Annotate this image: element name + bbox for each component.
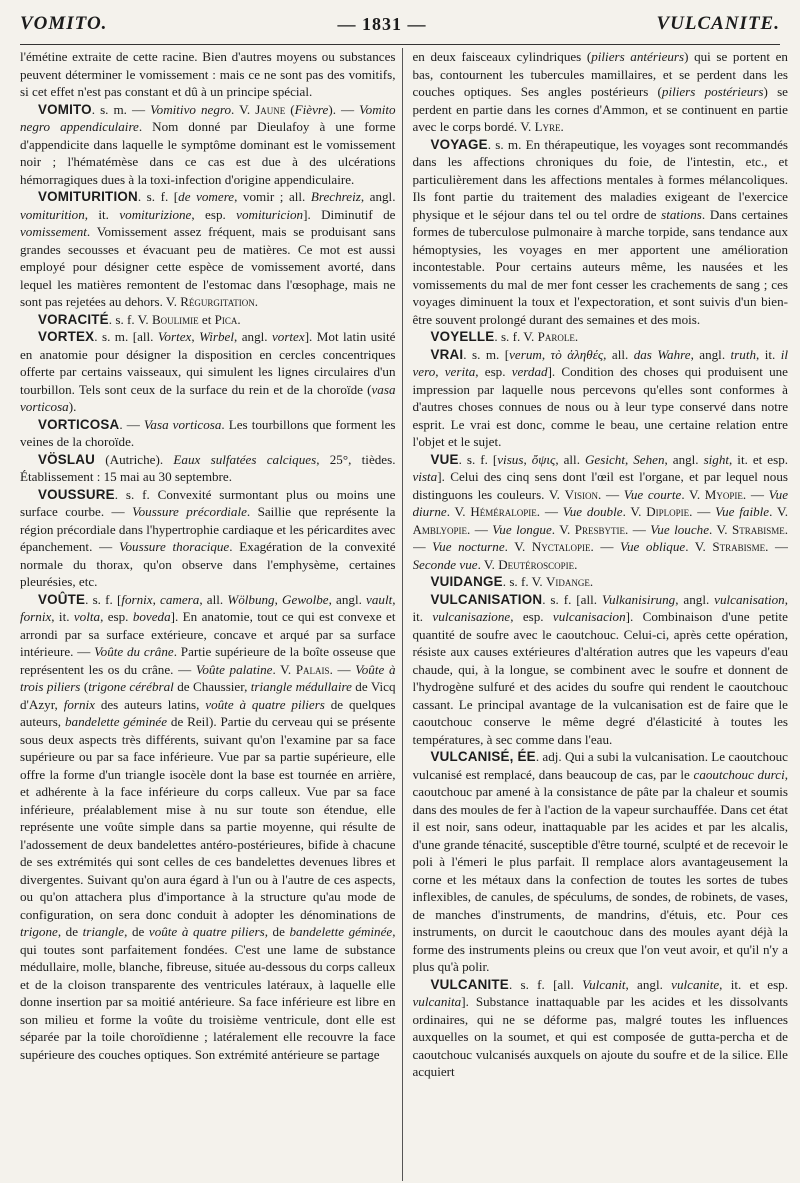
- dictionary-entry: [20, 328, 396, 416]
- italic-term: vista: [412, 469, 438, 484]
- text-run: . s. f. [all.: [508, 976, 583, 992]
- italic-term: Voûte du crâne: [94, 644, 174, 659]
- cross-reference: Myopie: [704, 486, 743, 502]
- text-run: , it. et esp.: [719, 976, 788, 992]
- text-run: . V.: [709, 521, 732, 537]
- italic-term: il vero: [412, 346, 788, 379]
- italic-term: Brechreiz: [310, 189, 361, 204]
- italic-term: Sehen: [633, 451, 665, 467]
- italic-term: Vue courte: [623, 486, 682, 502]
- text-run: .: [560, 119, 564, 134]
- continued-text: [20, 48, 396, 101]
- text-run: . s. f. [: [458, 451, 498, 467]
- cross-reference: Parole: [537, 329, 575, 344]
- text-run: . V.: [272, 661, 296, 677]
- italic-term: Voussure thoracique: [118, 539, 230, 554]
- text-run: de Reil). Partie du cerveau qui se présente sous deux aspects très différents, suivant qu'on l'examine par sa face supérieure ou par sa face inférieure. Vue par sa partie supérieure, elle offre la forme d'un triangle isocèle dont la base est tournée en arrière, et adhérente à la face inférieure du corps calleux. Vue par sa face inférieure, préalablement mise à nu sur toute son étendue, elle représente une voûte simple dans sa partie moyenne, qui résulte de l'adossement de deux bandelettes antéro-postérieures, bifide à chacune de ses extrémités qui sont celles de ces bandelettes devenues libres et divergentes. Suivant qu'on aura égard à l'un ou à l'autre de ces aspects, ou qu'on attachera plus d'importance à la structure qu'au mode de configuration, on sera donc conduit à adopter les dénominations de: [20, 714, 396, 922]
- cross-reference: Pica: [214, 311, 238, 327]
- text-run: . Les tourbillons que forment les veines de la choroïde.: [20, 416, 396, 449]
- italic-term: piliers antérieurs: [591, 49, 685, 64]
- text-run: ,: [152, 591, 161, 607]
- italic-term: fornix: [20, 609, 52, 624]
- text-run: , caoutchouc par amené à la consistance de pâte par la chaleur et soumis dans des moules de fer à l'action de la vapeur surchauffée. Dans cet état il est noir, sans odeur, inattaquable par les acides et par les alcalis, d'une grande ténacité, susceptible d'être tourné, sculpté et de recevoir le poli à l'émeri le plus parfait. Il remplace alors avantageusement la corne et les métaux dans la confection de toutes les sortes de tubes inflexibles, de canules, de spéculums, de sondes, de robinets, de vases, de manches d'instruments, de mandrins, d'étuis, etc. Pour ces instruments, on durcit le caoutchouc dans des moules ayant déjà la forme des instruments pleins ou creux que l'on veut avoir, et qu'il n'y a plus qu'à polir.: [412, 766, 788, 974]
- text-run: . V.: [504, 539, 532, 554]
- text-run: ) qui se portent en bas, contournent les tubercules mamillaires, et se perdent dans les couches optiques. Ses angles postérieurs (: [412, 49, 788, 99]
- dictionary-entry: [20, 416, 396, 451]
- italic-term: Seconde vue: [412, 556, 478, 572]
- running-header: [20, 4, 780, 45]
- dictionary-entry: [413, 573, 789, 591]
- text-run: . s. f. V.: [494, 329, 538, 344]
- text-run: ,: [392, 591, 396, 607]
- italic-term: vulcanisacion: [552, 609, 626, 624]
- cross-reference: Vidange: [545, 574, 590, 589]
- text-run: ]. Combinaison d'une petite quantité de soufre avec le caoutchouc. Celui-ci, après cette opération, résiste aux causes extérieures d'altération autres que les vapeurs d'eau chaude, qui, à la longue, se combinent avec le soufre et donnent de l'hydrogène sulfuré et des acides du soufre qui rendent le caoutchouc cassant. Le principal avantage de la vulcanisation est de faire que le caoutchouc conserve le même degré d'élasticité à toutes les températures, à sec comme dans l'eau.: [412, 609, 788, 747]
- text-run: . —: [590, 539, 620, 554]
- text-run: . Partie supérieure de la boîte osseuse que représentent les os du crâne. —: [20, 644, 396, 677]
- text-run: . adj. Qui a subi la vulcanisation. Le caoutchouc vulcanisé est remplacé, dans beaucoup de cas, par le: [412, 749, 788, 782]
- entry-headword: VULCANITE: [430, 976, 509, 992]
- italic-term: Gesicht: [584, 451, 625, 467]
- text-run: . —: [536, 504, 563, 519]
- italic-term: verita: [444, 364, 476, 379]
- italic-term: voûte à quatre piliers: [205, 696, 325, 712]
- italic-term: Vue double: [562, 504, 623, 519]
- text-run: .: [237, 311, 241, 327]
- text-run: . Saillie que représente la région précordiale dans l'hypertrophie cardiaque et les péricardites avec épanchement. —: [20, 504, 396, 554]
- italic-term: Voûte à trois piliers: [20, 661, 396, 694]
- text-run: , esp.: [510, 609, 553, 624]
- text-run: . —: [742, 486, 769, 502]
- entry-headword: VOMITO: [38, 101, 92, 117]
- text-run: . V.: [551, 521, 575, 537]
- cross-reference: Héméralopie: [470, 504, 537, 519]
- italic-term: Vue louche: [650, 521, 710, 537]
- text-run: ). —: [328, 101, 360, 117]
- cross-reference: Presbytie: [574, 521, 625, 537]
- dictionary-entry: [20, 101, 396, 189]
- text-run: . Dans certaines formes de tuberculose pulmonaire à marche torpide, sans tendance aux hémoptysies, les voyages en mer apportent une amélioration incontestable. Pour certains auteurs même, les nausées et les vomissements du mal de mer font cesser les crachements de sang ; ces voyages diminuent la toux et l'expectoration, et sont suivis d'un bien-être souvent prolongé durant des semaines et des mois.: [412, 206, 788, 327]
- text-run: . s. f. [all.: [542, 591, 602, 607]
- italic-term: Vue faible: [715, 504, 770, 519]
- text-run: . s. m. —: [91, 101, 151, 117]
- italic-term: volta: [73, 609, 101, 624]
- text-run: , esp.: [191, 206, 237, 222]
- cross-reference: Palais: [295, 661, 330, 677]
- text-run: ]. En anatomie, tout ce qui est convexe et arrondi par sa surface extérieure, concave et arqué par sa surface intérieure. —: [20, 609, 396, 659]
- text-run: ]. Condition des choses qui produisent une impression par laquelle nous percevons qu'elles sont conformes à d'autres choses connues de nous ou à leur type conservé dans notre esprit. Le vrai est donc, comme le beau, une certaine relation entre l'objet et le sujet.: [412, 364, 788, 449]
- italic-term: voûte à quatre piliers: [148, 924, 265, 939]
- text-run: . V.: [769, 504, 788, 519]
- text-run: en deux faisceaux cylindriques (: [412, 49, 592, 64]
- text-run: . s. m. [: [463, 346, 510, 362]
- text-run: , all.: [603, 346, 634, 362]
- cross-reference: Vision: [564, 486, 599, 502]
- text-run: , it.: [51, 609, 74, 624]
- entry-headword: VORTEX: [38, 329, 95, 344]
- italic-term: vomiturizione: [119, 206, 192, 222]
- italic-term: bandelette géminée: [289, 924, 393, 939]
- text-run: , angl.: [233, 329, 272, 344]
- italic-term: Vulkanisirung: [601, 591, 676, 607]
- italic-term: fornix: [121, 591, 153, 607]
- cross-reference: Deutéroscopie: [498, 556, 575, 572]
- text-run: ).: [68, 399, 77, 414]
- cross-reference: Diplopie: [646, 504, 690, 519]
- cross-reference: Jaune: [255, 101, 286, 117]
- left-column: [20, 48, 403, 1181]
- italic-term: caoutchouc durci: [693, 766, 785, 782]
- text-run: . V.: [622, 504, 647, 519]
- text-run: . s. f. V.: [502, 574, 546, 589]
- dictionary-entry: [20, 188, 396, 311]
- dictionary-entry: [20, 486, 396, 591]
- italic-term: Wölbung: [227, 591, 275, 607]
- dictionary-entry: [413, 136, 789, 329]
- text-run: ]. Mot latin usité en anatomie pour désigner la disposition en cercles concentriques offerte par certains vaisseaux, qui simulent les lignes circulaires d'un tourbillon. Tels sont ceux de la surface du rein et de la choroïde (: [20, 329, 396, 397]
- header-left-word: VOMITO.: [20, 13, 108, 34]
- cross-reference: Amblyopie: [412, 521, 467, 537]
- italic-term: Voussure précordiale: [132, 504, 247, 519]
- italic-term: ὄψις: [531, 451, 556, 467]
- dictionary-entry: [413, 451, 789, 574]
- text-run: , de: [264, 924, 290, 939]
- text-run: . —: [467, 521, 493, 537]
- text-run: , angl.: [664, 451, 704, 467]
- entry-headword: VOYELLE: [430, 329, 495, 344]
- italic-term: Vue longue: [492, 521, 552, 537]
- cross-reference: Strabisme: [712, 539, 766, 554]
- text-run: . s. f. [: [137, 189, 179, 204]
- italic-term: sight: [703, 451, 730, 467]
- right-column: [413, 48, 789, 1181]
- dictionary-entry: [413, 346, 789, 451]
- italic-term: truth: [730, 346, 757, 362]
- cross-reference: Nyctalopie: [531, 539, 591, 554]
- text-run: , it.: [756, 346, 781, 362]
- text-run: . Nom donné par Dieulafoy à une forme d'appendicite dans laquelle le symptôme dominant est le vomissement noir ; l'hématémèse dans ce cas est due à des ulcérations hémorragiques dues à la toxi-infection d'origine appendiculaire.: [20, 119, 396, 187]
- italic-term: piliers postérieurs: [661, 84, 764, 99]
- italic-term: das Wahre: [633, 346, 691, 362]
- italic-term: boveda: [132, 609, 171, 624]
- text-run: . —: [329, 661, 356, 677]
- dictionary-entry: [20, 591, 396, 1064]
- italic-term: Vulcanit: [582, 976, 626, 992]
- entry-headword: VORTICOSA: [38, 416, 120, 432]
- italic-term: verum: [509, 346, 542, 362]
- text-run: . V.: [231, 101, 256, 117]
- text-run: , de: [57, 924, 83, 939]
- italic-term: Vue nocturne: [432, 539, 505, 554]
- text-run: . V.: [681, 486, 705, 502]
- text-run: . s. m. [all.: [94, 329, 158, 344]
- italic-term: vulcanisation: [714, 591, 785, 607]
- text-run: . V.: [685, 539, 713, 554]
- entry-headword: VOYAGE: [430, 136, 488, 152]
- text-run: , all.: [199, 591, 228, 607]
- text-run: . —: [412, 521, 788, 554]
- entry-headword: VOMITURITION: [38, 189, 138, 204]
- italic-term: visus: [497, 451, 524, 467]
- text-run: de Vicq d'Azyr,: [20, 679, 396, 712]
- entry-headword: VULCANISATION: [430, 591, 543, 607]
- italic-term: vulcanite: [671, 976, 720, 992]
- header-right-word: VULCANITE.: [656, 13, 780, 34]
- italic-term: trigone cérébral: [88, 679, 174, 694]
- italic-term: Vortex: [157, 329, 192, 344]
- text-run: ]. Substance inattaquable par les acides et les dissolvants ordinaires, qui ne se déforme pas, malgré toutes les influences auxquelles on la soumet, et qui est composée de gutta-percha et de caoutchouc vulcanisés auxquels on ajoute du soufre et de la silice. Elle acquiert: [412, 994, 788, 1079]
- entry-headword: VRAI: [430, 346, 464, 362]
- text-run: l'émétine extraite de cette racine. Bien d'autres moyens ou substances peuvent déterminer le vomissement : mais ce ne sont pas des vomitifs, si cet effet n'est pas constant et dû à un principe spécial.: [20, 49, 396, 99]
- text-run: ) se perdent en partie dans les cornes d'Ammon, et se continuent en partie avec le corps bordé. V.: [412, 84, 788, 134]
- text-run: .: [574, 329, 579, 344]
- text-run: ,: [274, 591, 283, 607]
- italic-term: Vomitivo negro: [150, 101, 232, 117]
- italic-term: stations: [661, 206, 702, 222]
- italic-term: vault: [366, 591, 393, 607]
- italic-term: Vue diurne: [412, 486, 788, 519]
- text-run: , 25°, tièdes. Établissement : 15 mai au 30 septembre.: [20, 451, 396, 484]
- text-run: . —: [765, 539, 788, 554]
- italic-term: Vue oblique: [619, 539, 686, 554]
- text-run: . —: [119, 416, 144, 432]
- text-run: ,: [624, 451, 634, 467]
- text-run: ]. Celui des cinq sens dont l'œil est l'organe, et par lequel nous distinguons les couleurs. V.: [412, 469, 788, 502]
- entry-headword: VUIDANGE: [430, 574, 503, 589]
- text-run: . —: [598, 486, 624, 502]
- dictionary-entry: [20, 451, 396, 486]
- text-run: , angl.: [625, 976, 672, 992]
- entry-headword: VOÛTE: [38, 591, 86, 607]
- dictionary-entry: [413, 976, 789, 1081]
- text-run: ,: [191, 329, 200, 344]
- text-run: et: [198, 311, 215, 327]
- entry-headword: VUE: [430, 451, 459, 467]
- text-run: . s. f. [: [85, 591, 122, 607]
- cross-reference: Régurgitation: [180, 294, 255, 309]
- text-run: . —: [624, 521, 651, 537]
- italic-term: trigone: [20, 924, 58, 939]
- italic-term: camera: [160, 591, 200, 607]
- italic-term: verdad: [511, 364, 548, 379]
- italic-term: triangle médullaire: [250, 679, 352, 694]
- text-run: . s. f. Convexité surmontant plus ou moins une surface courbe. —: [20, 486, 396, 519]
- text-run: de quelques auteurs,: [20, 696, 396, 729]
- text-run: . s. f. V.: [108, 311, 152, 327]
- entry-headword: VORACITÉ: [38, 311, 109, 327]
- italic-term: Voûte palatine: [195, 661, 273, 677]
- text-run: .: [254, 294, 258, 309]
- italic-term: Vasa vorticosa: [143, 416, 222, 432]
- italic-term: vulcanita: [412, 994, 462, 1009]
- text-run: , vomir ; all.: [234, 189, 311, 204]
- italic-term: de vomere: [178, 189, 235, 204]
- text-run: ,: [435, 364, 445, 379]
- text-run: .: [589, 574, 594, 589]
- text-run: ,: [541, 346, 551, 362]
- text-run: . Exagération de la convexité normale du thorax, qu'on observe dans l'emphysème, certaines pleurésies, etc.: [20, 539, 396, 589]
- text-run: (: [285, 101, 295, 117]
- dictionary-entry: [413, 748, 789, 976]
- cross-reference: Lyre: [534, 119, 561, 134]
- text-run: (: [80, 679, 89, 694]
- text-run: .: [574, 556, 578, 572]
- text-run: , esp.: [100, 609, 133, 624]
- text-run: . Vomissement assez fréquent, mais se produisant sans grandes secousses et évacuant peu de matières. Ce mot est aussi employé pour désigner cette espèce de vomissement avorté, dans lequel les matières remontent de l'estomac dans l'œsophage, mais ne sont pas rejetées au dehors. V.: [20, 224, 396, 309]
- text-run: (Autriche).: [95, 451, 174, 467]
- italic-term: Gewolbe: [282, 591, 329, 607]
- italic-term: vulcanisazione: [432, 609, 511, 624]
- text-run: , it.: [84, 206, 120, 222]
- text-run: . V.: [477, 556, 499, 572]
- text-run: , all.: [555, 451, 585, 467]
- italic-term: Fièvre: [294, 101, 329, 117]
- text-run: ]. Diminutif de: [303, 206, 396, 222]
- dictionary-entry: [413, 591, 789, 749]
- text-run: de Chaussier,: [173, 679, 251, 694]
- text-run: , angl.: [328, 591, 367, 607]
- italic-term: vomiturition: [20, 206, 85, 222]
- italic-term: vomissement: [20, 224, 87, 239]
- italic-term: Vomito negro appendiculaire: [20, 101, 396, 134]
- text-run: , qui toutes sont parfaitement fondées. C'est une lame de substance médullaire, molle, blanche, fibreuse, située au-dessous du corps calleux et de la cloison transparente des ventricules latéraux, à laquelle elle donne insertion par sa moitié antérieure. Sa face inférieure est libre en son milieu et forme la voûte du troisième ventricule, dont elle est séparée par la toile choroïdienne ; latéralement elle recouvre la face supérieure des couches optiques. Son extrémité antérieure se partage: [20, 924, 396, 1062]
- text-run: , angl.: [690, 346, 731, 362]
- page-number: — 1831 —: [337, 13, 427, 34]
- italic-term: bandelette géminée: [64, 714, 168, 729]
- cross-reference: Boulimie: [151, 311, 199, 327]
- entry-headword: VOUSSURE: [38, 486, 115, 502]
- italic-term: fornix: [63, 696, 95, 712]
- italic-term: Wirbel: [199, 329, 234, 344]
- text-run: . s. m. En thérapeutique, les voyages sont recommandés dans les affections chroniques du foie, de l'intestin, etc., et particulièrement dans les affections mentales à formes mélancoliques. Ils font partie du traitement des maladies exigeant de l'exercice physique et le séjour dans tel ou tel ordre de: [412, 136, 788, 222]
- cross-reference: Strabisme: [732, 521, 785, 537]
- italic-term: vasa vorticosa: [20, 381, 396, 414]
- italic-term: vortex: [271, 329, 305, 344]
- text-run: ,: [523, 451, 532, 467]
- entry-headword: VULCANISÉ, ÉE: [430, 749, 536, 764]
- italic-term: triangle: [82, 924, 125, 939]
- text-run: , esp.: [475, 364, 512, 379]
- dictionary-entry: [20, 311, 396, 329]
- italic-term: vomituricion: [236, 206, 304, 222]
- text-run: . V.: [446, 504, 471, 519]
- text-run: , it.: [412, 591, 788, 624]
- text-run: . —: [689, 504, 716, 519]
- text-run: des auteurs latins,: [94, 696, 206, 712]
- dictionary-entry: [413, 328, 789, 346]
- italic-term: τὸ ἀληθές: [550, 346, 604, 362]
- text-run: , it. et esp.: [729, 451, 788, 467]
- text-run: , angl.: [675, 591, 715, 607]
- italic-term: Eaux sulfatées calciques: [173, 451, 317, 467]
- continued-text: [413, 48, 789, 136]
- text-run: , angl.: [360, 189, 396, 204]
- text-columns: [20, 48, 788, 1181]
- text-run: , de: [124, 924, 149, 939]
- entry-headword: VÖSLAU: [38, 451, 95, 467]
